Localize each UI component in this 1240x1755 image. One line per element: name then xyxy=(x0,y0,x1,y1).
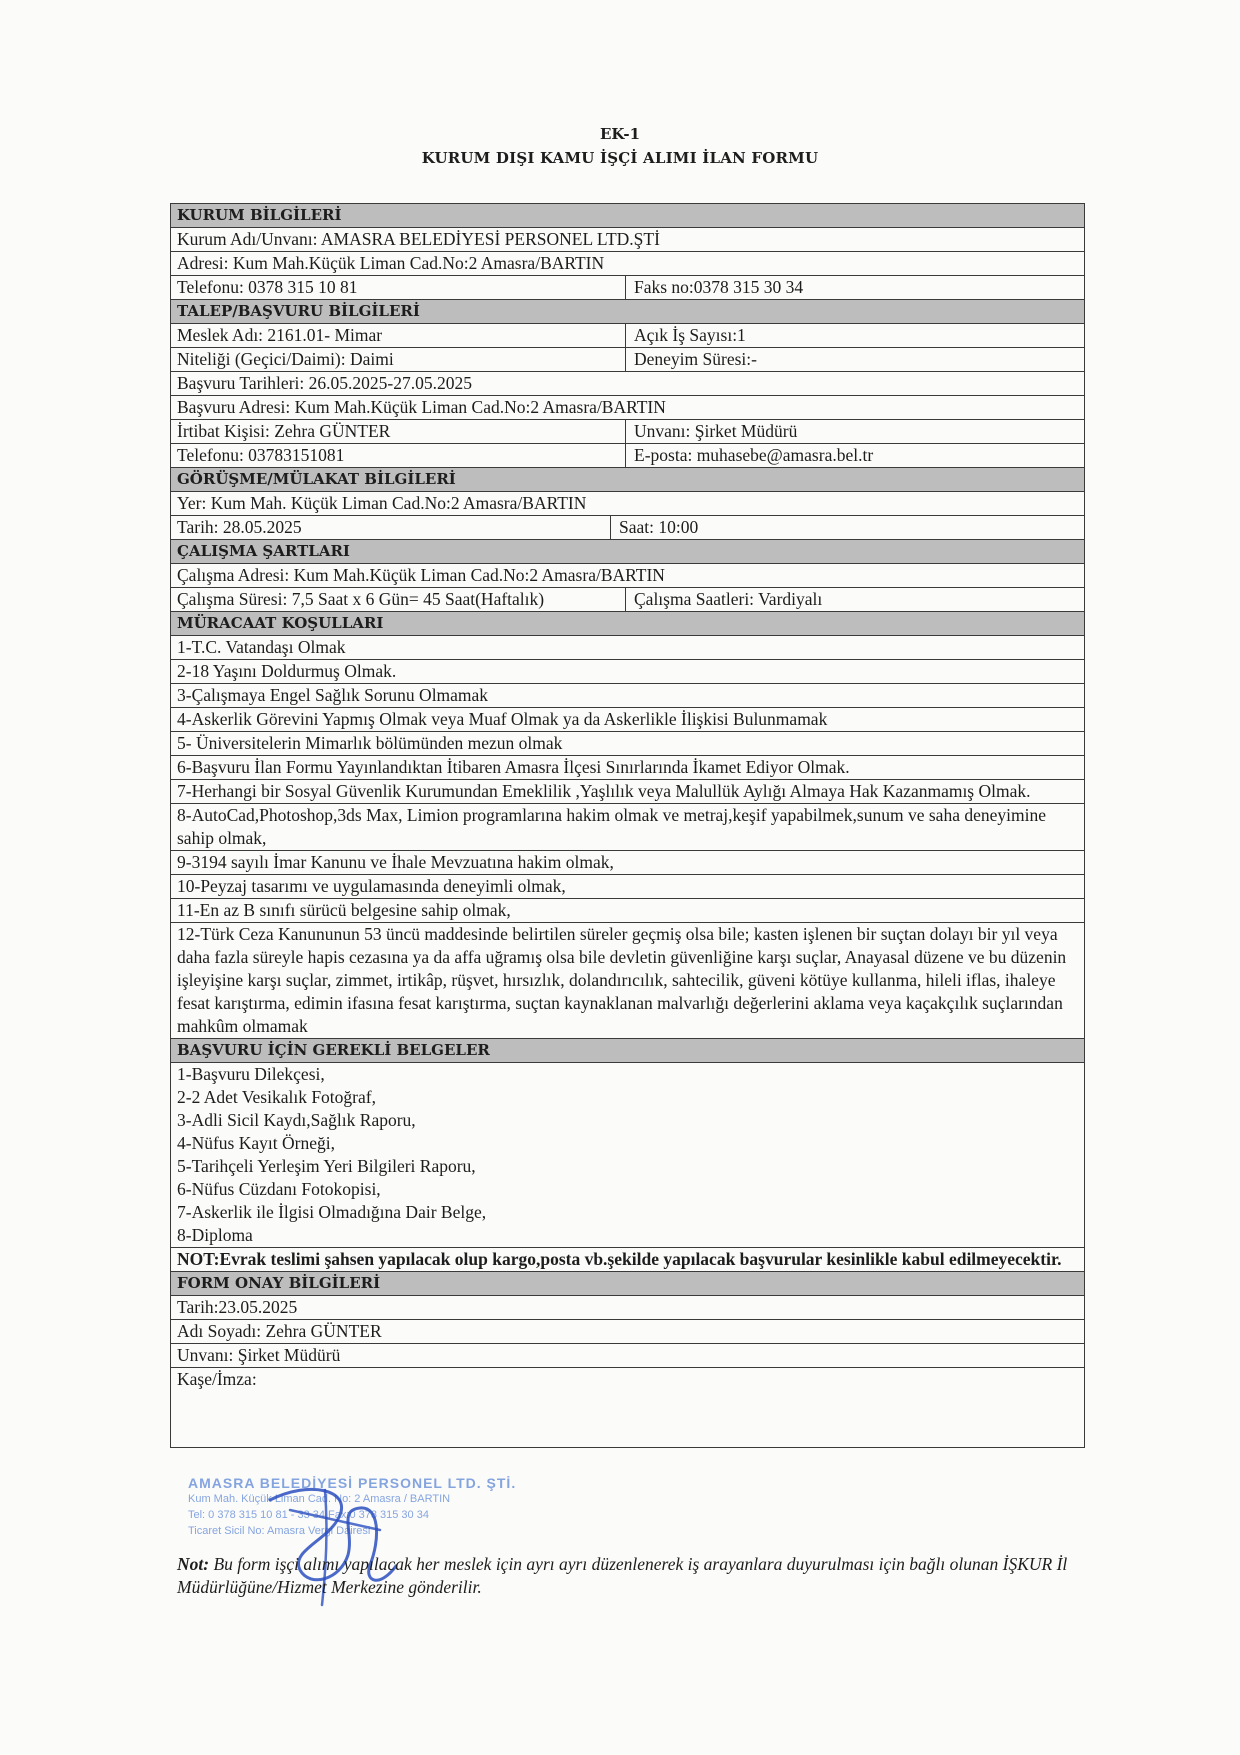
gorusme-saat: Saat: 10:00 xyxy=(619,517,699,537)
list-item: 6-Başvuru İlan Formu Yayınlandıktan İtibaren Amasra İlçesi Sınırlarında İkamet Ediyor Olmak. xyxy=(171,756,1084,780)
kurum-adres: Adresi: Kum Mah.Küçük Liman Cad.No:2 Amasra/BARTIN xyxy=(171,252,1084,276)
list-item: 7-Herhangi bir Sosyal Güvenlik Kurumundan Emeklilik ,Yaşlılık veya Malullük Aylığı Almaya Hak Kazanmamış Olmak. xyxy=(171,780,1084,804)
talep-nitelik-row xyxy=(171,348,1084,372)
calisma-adres: Çalışma Adresi: Kum Mah.Küçük Liman Cad.No:2 Amasra/BARTIN xyxy=(171,564,1084,588)
list-item: 5- Üniversitelerin Mimarlık bölümünden mezun olmak xyxy=(171,732,1084,756)
section-heading-kurum: KURUM BİLGİLERİ xyxy=(171,204,1084,228)
talep-eposta: E-posta: muhasebe@amasra.bel.tr xyxy=(634,445,874,465)
talep-acik-is: Açık İş Sayısı:1 xyxy=(634,325,746,345)
talep-unvan: Unvanı: Şirket Müdürü xyxy=(634,421,798,441)
talep-irtibat-row xyxy=(171,420,1084,444)
section-heading-calisma: ÇALIŞMA ŞARTLARI xyxy=(171,540,1084,564)
list-item: 2-18 Yaşını Doldurmuş Olmak. xyxy=(171,660,1084,684)
footer-note-text: Bu form işçi alımı yapılacak her meslek için ayrı ayrı düzenlenerek iş arayanlara duyurulması için bağlı olunan İŞKUR İl Müdürlüğüne/Hizmet Merkezine gönderilir. xyxy=(177,1554,1068,1597)
page-header xyxy=(0,122,1240,170)
talep-adres: Başvuru Adresi: Kum Mah.Küçük Liman Cad.No:2 Amasra/BARTIN xyxy=(171,396,1084,420)
list-item: 3-Adli Sicil Kaydı,Sağlık Raporu, xyxy=(177,1110,416,1130)
talep-meslek-row xyxy=(171,324,1084,348)
section-heading-gorusme: GÖRÜŞME/MÜLAKAT BİLGİLERİ xyxy=(171,468,1084,492)
kurum-ad: Kurum Adı/Unvanı: AMASRA BELEDİYESİ PERSONEL LTD.ŞTİ xyxy=(171,228,1084,252)
section-heading-belgeler: BAŞVURU İÇİN GEREKLİ BELGELER xyxy=(171,1039,1084,1063)
onay-kase: Kaşe/İmza: xyxy=(171,1368,1084,1448)
section-heading-muracaat: MÜRACAAT KOŞULLARI xyxy=(171,612,1084,636)
annex-label: EK-1 xyxy=(599,125,641,143)
stamp-line-phone: Tel: 0 378 315 10 81 - 33 34 Fax:0 378 315 30 34 xyxy=(188,1509,429,1521)
list-item: 1-T.C. Vatandaşı Olmak xyxy=(171,636,1084,660)
list-item: 10-Peyzaj tasarımı ve uygulamasında deneyimli olmak, xyxy=(171,875,1084,899)
list-item: 7-Askerlik ile İlgisi Olmadığına Dair Belge, xyxy=(177,1202,487,1222)
list-item: 2-2 Adet Vesikalık Fotoğraf, xyxy=(177,1087,376,1107)
list-item: 8-AutoCad,Photoshop,3ds Max, Limion programlarına hakim olmak ve metraj,keşif yapabilmek,sunum ve saha deneyimine sahip olmak, xyxy=(171,804,1084,851)
page-title: KURUM DIŞI KAMU İŞÇİ ALIMI İLAN FORMU xyxy=(421,149,819,167)
talep-telefon-row xyxy=(171,444,1084,468)
onay-tarih: Tarih:23.05.2025 xyxy=(171,1296,1084,1320)
section-heading-onay: FORM ONAY BİLGİLERİ xyxy=(171,1272,1084,1296)
list-item: 8-Diploma xyxy=(171,1224,1084,1248)
list-item: 6-Nüfus Cüzdanı Fotokopisi, xyxy=(177,1179,381,1199)
section-heading-talep: TALEP/BAŞVURU BİLGİLERİ xyxy=(171,300,1084,324)
calisma-saatler: Çalışma Saatleri: Vardiyalı xyxy=(634,589,823,609)
calisma-sure-row xyxy=(171,588,1084,612)
footer-note-label: Not: xyxy=(177,1554,210,1574)
kurum-faks: Faks no:0378 315 30 34 xyxy=(634,277,804,297)
onay-unvan: Unvanı: Şirket Müdürü xyxy=(171,1344,1084,1368)
kurum-telefon: Telefonu: 0378 315 10 81 xyxy=(171,276,626,299)
list-item: 3-Çalışmaya Engel Sağlık Sorunu Olmamak xyxy=(171,684,1084,708)
stamp-line-company: AMASRA BELEDİYESİ PERSONEL LTD. ŞTİ. xyxy=(188,1475,517,1491)
footer-note xyxy=(177,1553,1097,1599)
talep-tarihler: Başvuru Tarihleri: 26.05.2025-27.05.2025 xyxy=(171,372,1084,396)
stamp-line-address: Kum Mah. Küçük Liman Cad. No: 2 Amasra / BARTIN xyxy=(188,1493,451,1505)
talep-irtibat: İrtibat Kişisi: Zehra GÜNTER xyxy=(171,420,626,443)
talep-deneyim: Deneyim Süresi:- xyxy=(634,349,757,369)
stamp-line-registry: Ticaret Sicil No: Amasra Vergi Dairesi xyxy=(188,1525,371,1537)
list-item: 12-Türk Ceza Kanununun 53 üncü maddesinde belirtilen süreler geçmiş olsa bile; kasten işlenen bir suçtan dolayı bir yıl veya daha fazla süreyle hapis cezasına ya da affa uğramış olsa bile devletin güvenliğine karşı suçlar, Anayasal düzene ve bu düzenin işleyişine karşı suçlar, zimmet, irtikâp, rüşvet, hırsızlık, dolandırıcılık, sahtecilik, güveni kötüye kullanma, hileli iflas, ihaleye fesat karıştırma, edimin ifasına fesat karıştırma, suçtan kaynaklanan malvarlığı değerlerini aklama veya kaçakçılık suçlarından mahkûm olmamak xyxy=(171,923,1084,1039)
announcement-form xyxy=(170,203,1085,1448)
talep-nitelik: Niteliği (Geçici/Daimi): Daimi xyxy=(171,348,626,371)
onay-ad: Adı Soyadı: Zehra GÜNTER xyxy=(171,1320,1084,1344)
talep-meslek: Meslek Adı: 2161.01- Mimar xyxy=(171,324,626,347)
gorusme-tarih: Tarih: 28.05.2025 xyxy=(171,516,611,539)
delivery-note: NOT:Evrak teslimi şahsen yapılacak olup kargo,posta vb.şekilde yapılacak başvurular kesinlikle kabul edilmeyecektir. xyxy=(171,1248,1084,1272)
list-item: 1-Başvuru Dilekçesi, xyxy=(177,1064,325,1084)
kurum-contact-row xyxy=(171,276,1084,300)
list-item: 11-En az B sınıfı sürücü belgesine sahip olmak, xyxy=(171,899,1084,923)
talep-telefon: Telefonu: 03783151081 xyxy=(171,444,626,467)
list-item: 4-Nüfus Kayıt Örneği, xyxy=(177,1133,335,1153)
list-item: 4-Askerlik Görevini Yapmış Olmak veya Muaf Olmak ya da Askerlikle İlişkisi Bulunmamak xyxy=(171,708,1084,732)
gorusme-tarih-row xyxy=(171,516,1084,540)
list-item: 9-3194 sayılı İmar Kanunu ve İhale Mevzuatına hakim olmak, xyxy=(171,851,1084,875)
list-item: 5-Tarihçeli Yerleşim Yeri Bilgileri Raporu, xyxy=(177,1156,476,1176)
gorusme-yer: Yer: Kum Mah. Küçük Liman Cad.No:2 Amasra/BARTIN xyxy=(171,492,1084,516)
calisma-sure: Çalışma Süresi: 7,5 Saat x 6 Gün= 45 Saat(Haftalık) xyxy=(171,588,626,611)
